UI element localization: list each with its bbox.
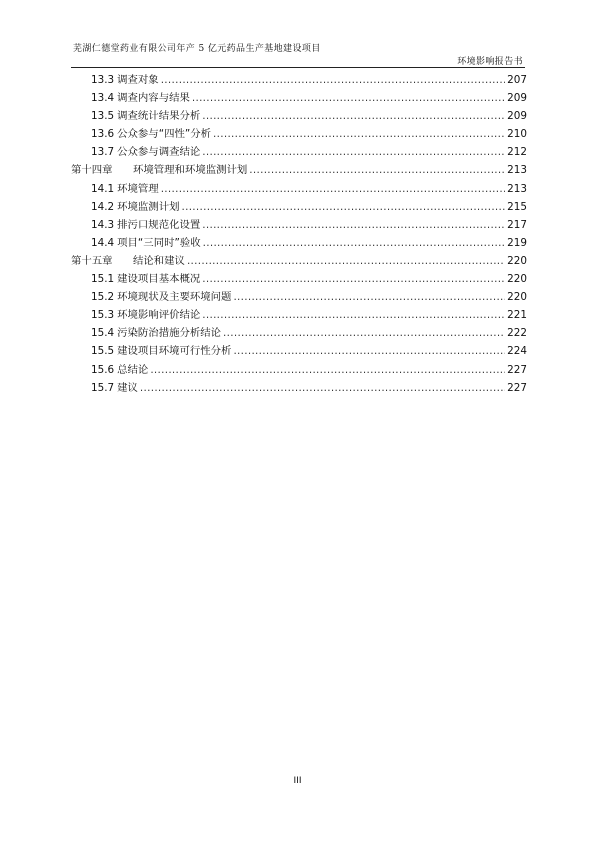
toc-entry-title: 结论和建议 <box>133 254 185 267</box>
toc-dot-leader <box>213 125 505 143</box>
toc-entry-number: 14.1 <box>91 182 115 195</box>
toc-section-entry[interactable] <box>71 198 527 216</box>
toc-section-entry[interactable] <box>71 71 527 89</box>
toc-entry-page: 227 <box>507 363 527 376</box>
toc-entry-number: 14.2 <box>91 200 115 213</box>
toc-dot-leader <box>249 161 505 179</box>
toc-section-entry[interactable] <box>71 361 527 379</box>
toc-dot-leader <box>187 252 505 270</box>
toc-entry-number: 15.7 <box>91 381 115 394</box>
toc-dot-leader <box>181 198 505 216</box>
toc-entry-title: 建设项目基本概况 <box>117 273 201 286</box>
toc-entry-page: 215 <box>507 200 527 213</box>
toc-entry-title: 总结论 <box>117 363 149 376</box>
toc-entry-number: 15.3 <box>91 309 115 322</box>
toc-section-entry[interactable] <box>71 288 527 306</box>
header-project-title: 芜湖仁德堂药业有限公司年产 5 亿元药品生产基地建设项目 <box>73 44 321 54</box>
toc-dot-leader <box>150 361 505 379</box>
toc-entry-title: 环境影响评价结论 <box>117 309 201 322</box>
toc-dot-leader <box>202 270 505 288</box>
page-number: III <box>293 776 302 786</box>
toc-dot-leader <box>192 89 505 107</box>
toc-dot-leader <box>233 288 505 306</box>
toc-dot-leader <box>202 306 505 324</box>
toc-entry-number: 15.5 <box>91 345 115 358</box>
toc-section-entry[interactable] <box>71 342 527 360</box>
toc-entry-number: 15.6 <box>91 363 115 376</box>
toc-chapter-entry[interactable] <box>71 252 527 270</box>
toc-entry-number: 第十五章 <box>71 254 113 267</box>
toc-entry-title: 公众参与调查结论 <box>117 146 201 159</box>
toc-entry-title: 环境管理 <box>117 182 159 195</box>
toc-entry-number: 第十四章 <box>71 164 113 177</box>
toc-entry-number: 13.5 <box>91 110 115 123</box>
toc-section-entry[interactable] <box>71 306 527 324</box>
toc-section-entry[interactable] <box>71 125 527 143</box>
toc-section-entry[interactable] <box>71 216 527 234</box>
toc-entry-title: 建设项目环境可行性分析 <box>117 345 232 358</box>
toc-entry-title: 调查对象 <box>117 74 159 86</box>
toc-entry-page: 210 <box>507 128 527 141</box>
toc-entry-page: 220 <box>507 273 527 286</box>
toc-dot-leader <box>161 71 505 89</box>
toc-entry-number: 15.2 <box>91 291 115 304</box>
toc-entry-title: 公众参与“四性”分析 <box>117 128 212 141</box>
header-document-type: 环境影响报告书 <box>457 57 523 67</box>
toc-entry-title: 调查统计结果分析 <box>117 110 201 123</box>
toc-section-entry[interactable] <box>71 143 527 161</box>
toc-dot-leader <box>161 180 505 198</box>
toc-dot-leader <box>140 379 505 397</box>
header-divider <box>71 67 525 68</box>
toc-section-entry[interactable] <box>71 379 527 397</box>
toc-dot-leader <box>202 216 505 234</box>
toc-dot-leader <box>223 324 505 342</box>
toc-entry-page: 217 <box>507 218 527 231</box>
toc-entry-number: 13.4 <box>91 92 115 105</box>
table-of-contents <box>71 71 527 397</box>
toc-entry-page: 207 <box>507 74 527 86</box>
toc-entry-page: 212 <box>507 146 527 159</box>
toc-dot-leader <box>202 107 505 125</box>
toc-entry-title: 项目“三同时”验收 <box>117 236 201 249</box>
toc-section-entry[interactable] <box>71 270 527 288</box>
toc-section-entry[interactable] <box>71 89 527 107</box>
toc-entry-title: 环境管理和环境监测计划 <box>133 164 248 177</box>
toc-entry-title: 调查内容与结果 <box>117 92 190 105</box>
toc-entry-page: 222 <box>507 327 527 340</box>
toc-entry-title: 环境现状及主要环境问题 <box>117 291 232 304</box>
toc-entry-page: 213 <box>507 182 527 195</box>
toc-dot-leader <box>203 234 506 252</box>
toc-section-entry[interactable] <box>71 234 527 252</box>
toc-chapter-entry[interactable] <box>71 161 527 179</box>
toc-section-entry[interactable] <box>71 107 527 125</box>
toc-entry-title: 环境监测计划 <box>117 200 180 213</box>
toc-dot-leader <box>233 342 505 360</box>
toc-entry-number: 15.1 <box>91 273 115 286</box>
toc-entry-number: 13.7 <box>91 146 115 159</box>
toc-entry-page: 224 <box>507 345 527 358</box>
toc-entry-title: 排污口规范化设置 <box>117 218 201 231</box>
toc-entry-number: 14.4 <box>91 236 115 249</box>
toc-entry-page: 219 <box>507 236 527 249</box>
toc-entry-page: 227 <box>507 381 527 394</box>
toc-entry-number: 14.3 <box>91 218 115 231</box>
toc-entry-page: 209 <box>507 110 527 123</box>
toc-entry-title: 建议 <box>117 381 138 394</box>
toc-entry-page: 209 <box>507 92 527 105</box>
toc-entry-page: 220 <box>507 254 527 267</box>
toc-dot-leader <box>202 143 505 161</box>
toc-entry-page: 221 <box>507 309 527 322</box>
toc-entry-page: 213 <box>507 164 527 177</box>
toc-section-entry[interactable] <box>71 324 527 342</box>
toc-section-entry[interactable] <box>71 180 527 198</box>
toc-entry-page: 220 <box>507 291 527 304</box>
toc-entry-number: 15.4 <box>91 327 115 340</box>
toc-entry-number: 13.6 <box>91 128 115 141</box>
toc-entry-number: 13.3 <box>91 74 115 86</box>
toc-entry-title: 污染防治措施分析结论 <box>117 327 222 340</box>
